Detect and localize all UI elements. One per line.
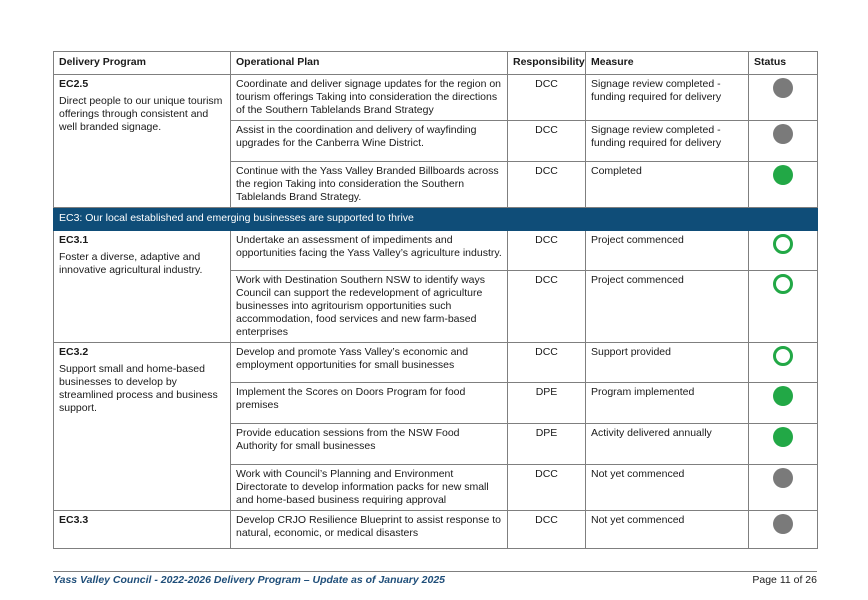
delivery-program-cell — [54, 231, 231, 343]
status-cell — [749, 511, 818, 549]
table-header-row — [54, 52, 818, 75]
measure-cell: Activity delivered annually — [586, 424, 749, 465]
status-green-ring-icon — [773, 234, 793, 254]
status-cell — [749, 271, 818, 343]
page-number: Page 11 of 26 — [752, 574, 817, 586]
measure-cell: Support provided — [586, 343, 749, 383]
delivery-program-cell — [54, 343, 231, 511]
header-delivery-program: Delivery Program — [54, 52, 231, 75]
program-code: EC3.2 — [59, 346, 89, 358]
operational-plan-cell: Implement the Scores on Doors Program for food premises — [231, 383, 508, 424]
responsibility-cell: DPE — [508, 383, 586, 424]
delivery-program-cell — [54, 511, 231, 549]
operational-plan-cell: Assist in the coordination and delivery of wayfinding upgrades for the Canberra Wine District. — [231, 121, 508, 162]
responsibility-cell: DCC — [508, 75, 586, 121]
header-measure: Measure — [586, 52, 749, 75]
header-responsibility: Responsibility — [508, 52, 586, 75]
responsibility-cell: DPE — [508, 424, 586, 465]
table-row — [54, 231, 818, 271]
measure-cell: Not yet commenced — [586, 511, 749, 549]
responsibility-cell: DCC — [508, 511, 586, 549]
operational-plan-cell: Provide education sessions from the NSW Food Authority for small businesses — [231, 424, 508, 465]
status-green-filled-icon — [773, 427, 793, 447]
header-operational-plan: Operational Plan — [231, 52, 508, 75]
program-description: Foster a diverse, adaptive and innovative agricultural industry. — [59, 251, 203, 276]
status-green-filled-icon — [773, 165, 793, 185]
delivery-program-cell — [54, 75, 231, 208]
table-row — [54, 511, 818, 549]
responsibility-cell: DCC — [508, 231, 586, 271]
table-row — [54, 343, 818, 383]
status-grey-filled-icon — [773, 514, 793, 534]
table-row — [54, 75, 818, 121]
responsibility-cell: DCC — [508, 162, 586, 208]
program-code: EC3.3 — [59, 514, 89, 526]
measure-cell: Completed — [586, 162, 749, 208]
measure-cell: Signage review completed - funding required for delivery — [586, 75, 749, 121]
status-green-filled-icon — [773, 386, 793, 406]
operational-plan-cell: Develop and promote Yass Valley’s economic and employment opportunities for small businesses — [231, 343, 508, 383]
program-description: Support small and home-based businesses to develop by streamlined process and business support. — [59, 363, 218, 414]
responsibility-cell: DCC — [508, 465, 586, 511]
status-cell — [749, 465, 818, 511]
status-cell — [749, 383, 818, 424]
operational-plan-cell: Work with Council’s Planning and Environment Directorate to develop information packs for new small and home-based business requiring approval — [231, 465, 508, 511]
responsibility-cell: DCC — [508, 343, 586, 383]
status-grey-filled-icon — [773, 124, 793, 144]
footer-title: Yass Valley Council - 2022-2026 Delivery Program – Update as of January 2025 — [53, 574, 446, 586]
status-green-ring-icon — [773, 346, 793, 366]
status-cell — [749, 75, 818, 121]
status-grey-filled-icon — [773, 468, 793, 488]
section-title: EC3: Our local established and emerging businesses are supported to thrive — [54, 208, 818, 231]
operational-plan-cell: Develop CRJO Resilience Blueprint to assist response to natural, economic, or medical disasters — [231, 511, 508, 549]
status-cell — [749, 121, 818, 162]
status-grey-filled-icon — [773, 78, 793, 98]
operational-plan-cell: Undertake an assessment of impediments and opportunities facing the Yass Valley’s agriculture industry. — [231, 231, 508, 271]
responsibility-cell: DCC — [508, 271, 586, 343]
responsibility-cell: DCC — [508, 121, 586, 162]
section-header-row — [54, 208, 818, 231]
footer-divider — [53, 571, 817, 572]
operational-plan-cell: Coordinate and deliver signage updates for the region on tourism offerings Taking into consideration the directions of the Southern Tablelands Brand Strategy — [231, 75, 508, 121]
status-cell — [749, 231, 818, 271]
status-green-ring-icon — [773, 274, 793, 294]
measure-cell: Program implemented — [586, 383, 749, 424]
header-status: Status — [749, 52, 818, 75]
program-code: EC3.1 — [59, 234, 89, 246]
status-cell — [749, 424, 818, 465]
measure-cell: Not yet commenced — [586, 465, 749, 511]
program-description: Direct people to our unique tourism offerings through consistent and well branded signage. — [59, 95, 223, 133]
operational-plan-cell: Continue with the Yass Valley Branded Billboards across the region Taking into consideration the Southern Tablelands Brand Strategy. — [231, 162, 508, 208]
measure-cell: Signage review completed - funding required for delivery — [586, 121, 749, 162]
measure-cell: Project commenced — [586, 271, 749, 343]
status-cell — [749, 162, 818, 208]
status-cell — [749, 343, 818, 383]
measure-cell: Project commenced — [586, 231, 749, 271]
operational-plan-cell: Work with Destination Southern NSW to identify ways Council can support the redevelopment of agriculture businesses into agritourism opportunities such accommodation, food services and new farm-based enterprises — [231, 271, 508, 343]
delivery-program-table — [53, 51, 818, 549]
program-code: EC2.5 — [59, 78, 89, 90]
